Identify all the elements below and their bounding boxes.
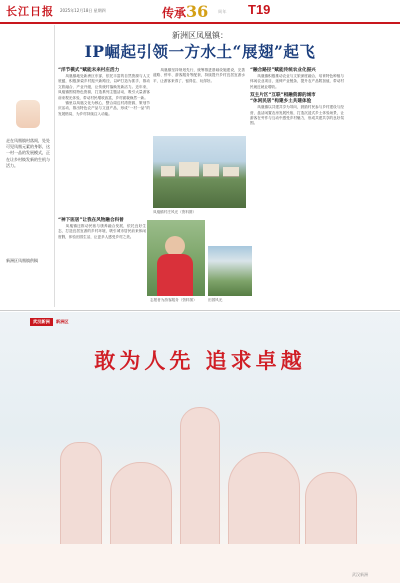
ad-footer: 武汉新洲 [352, 572, 368, 577]
anniversary-suffix: 周年 [218, 9, 227, 14]
anniversary-number: 36 [186, 2, 209, 21]
phoenix-emblem-icon [16, 100, 40, 128]
field-photo [208, 246, 252, 296]
col1-subheading: “洋节模式”赋能未来村庄活力 [58, 68, 120, 73]
article-column-1b [58, 218, 146, 240]
col3-body-text-2: 凤凰镇以共建共享为导向，鼓励村民参与乡村建设与经营，盘活闲置农房发展民宿，打造沉浸式乡土体验场景，让游客在劳作与互动中感受乡村魅力，形成共建共享的良好氛围。 [250, 105, 344, 126]
col3-subheading-1: “融合路径”赋能传统农业化振兴 [250, 68, 316, 73]
date-line: 2025年12月18日 星期四 [60, 8, 106, 13]
col1-body-text: 凤凰镇地处新洲区东部，依托丰富的自然资源与人文底蕴，积极探索乡村振兴新路径，以IP打造为抓手，推动文旅融合、产业升级，让传统村落焕发新活力。近年来，凤凰镇围绕特色资源，打造系列主题活动，吸引大量游客前来观光体验，带动村民增收致富，乡村面貌焕然一新。 镇里以凤凰文化为核心，整合周边村湾资源，策划节庆活动，推出特色农产品与文创产品，形成“一村一品”的发展格局，为乡村持续注入动能。 [58, 74, 150, 116]
ad-logo: 武汉新洲 [30, 318, 53, 326]
col3-body-text-1: 凤凰镇积极推动农业与文旅深度融合，培育特色种植与休闲农业项目，延伸产业链条，提升农产品附加值，带动村民就近就业增收。 [250, 74, 344, 89]
ad-logo-sub: 新洲区 [56, 319, 69, 324]
left-column-note: 走在凤凰镇村落间，处处可见凤凰元素的身影，这一村一品的发展模式，正在让乡村焕发新的生机与活力。 [6, 138, 50, 168]
section-divider [0, 310, 400, 311]
masthead: 长江日报 [6, 5, 54, 18]
volunteers-photo [147, 220, 205, 296]
article-column-1 [58, 68, 150, 117]
article-column-3 [250, 68, 344, 127]
col2-subheading: “神下医居”让我在风物融合科普 [58, 218, 124, 223]
col3-subheading-2: “休闲民居”构建乡土共建体验 [250, 99, 312, 105]
col3-subheading-3: 双主片区“互联”相融资源的城市 [250, 93, 316, 99]
article-headline: IP崛起引领一方水土“展翅”起飞 [84, 42, 316, 61]
col1b-body-text: 凤凰镇还推动民宿与康养融合发展，依托良好生态，打造宜居宜游的乡村环境，吸引城市居民前来休闲度假，体验田园生活，让更多人感受乡村之美。 [58, 224, 146, 239]
anniversary-logo: 传承36 [162, 2, 209, 21]
left-column-credit: 新洲区凤凰镇供稿 [6, 258, 38, 263]
page-number: T19 [248, 2, 271, 17]
volunteers-photo-caption: 志愿者为游客服务（资料图） [150, 298, 197, 302]
field-photo-caption: 田园风光 [208, 298, 223, 302]
col2-body-text: 凤凰镇坚持规划先行，统筹推进基础设施建设，完善道路、停车、游客服务等配套，持续提升乡村宜居宜游水平，让游客来得了、留得住、玩得好。 [153, 68, 245, 83]
town-photo [153, 136, 246, 208]
article-kicker: 新洲区凤凰镇： [172, 31, 228, 40]
ad-slogan: 敢为人先 追求卓越 [94, 348, 306, 373]
town-photo-caption: 凤凰镇村庄风光（资料图） [153, 210, 197, 214]
article-column-2 [153, 68, 245, 84]
header-rule [0, 22, 400, 24]
